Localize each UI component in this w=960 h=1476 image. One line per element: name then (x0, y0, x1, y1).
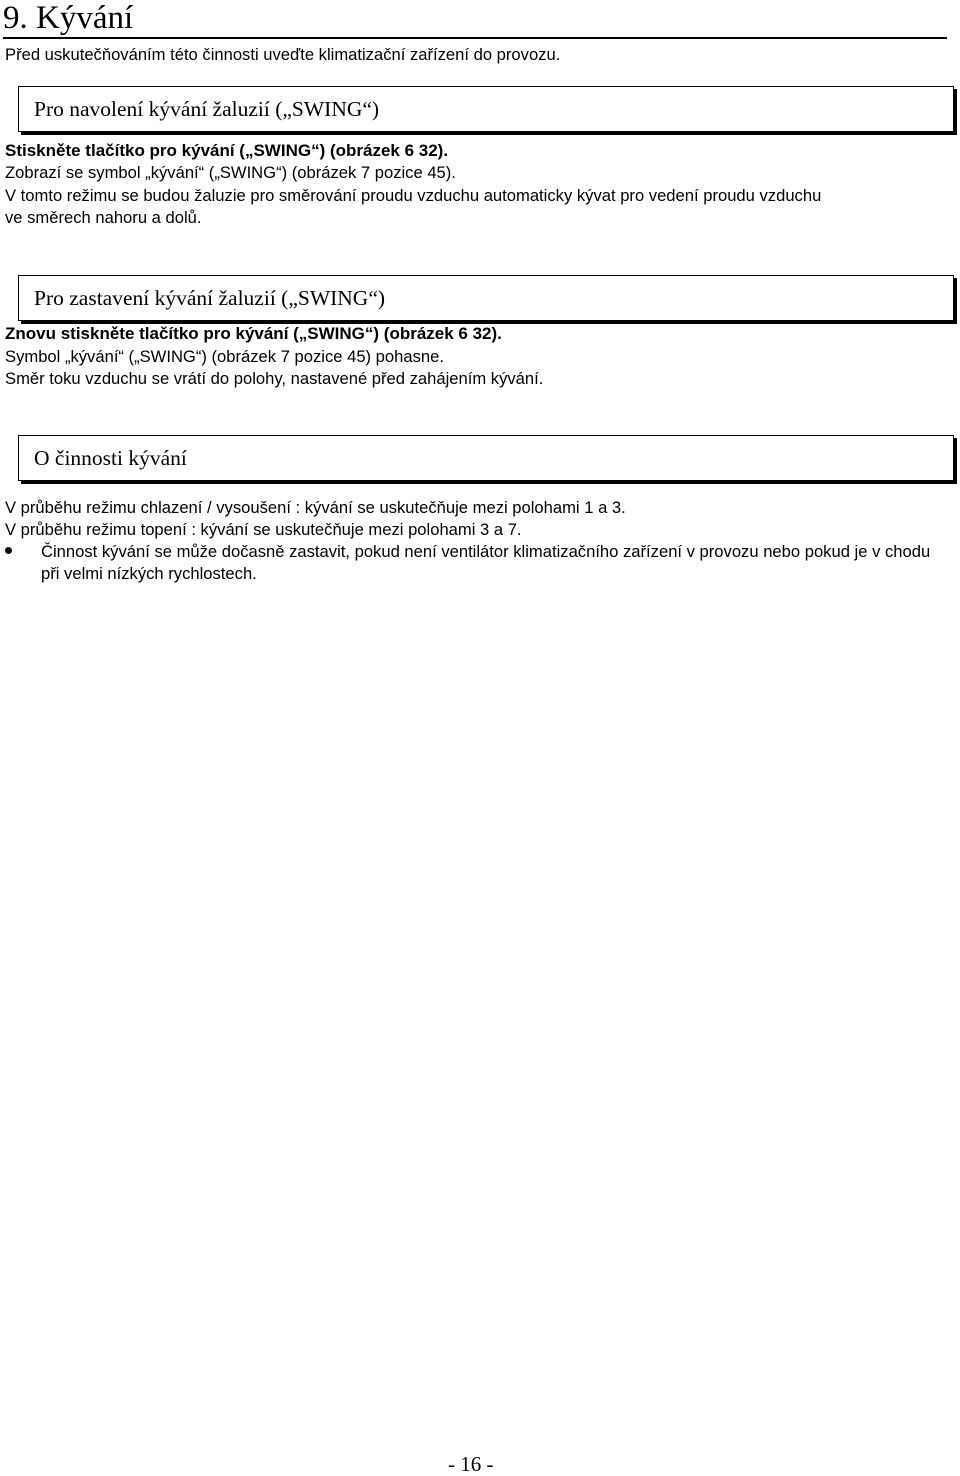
bullet-icon (5, 547, 12, 554)
section-heading-swing-off: Pro zastavení kývání žaluzií („SWING“) (18, 275, 954, 321)
text-heating-mode: V průběhu režimu topení : kývání se uskutečňuje mezi polohami 3 a 7. (5, 520, 522, 539)
instruction-press-again: Znovu stiskněte tlačítko pro kývání („SWING“) (obrázek 6 32). (5, 324, 502, 343)
text-symbol-shown: Zobrazí se symbol „kývání“ („SWING“) (obrázek 7 pozice 45). (5, 163, 456, 182)
section-heading-swing-on: Pro navolení kývání žaluzií („SWING“) (18, 86, 954, 132)
page-number: - 16 - (448, 1452, 494, 1476)
text-mode-description: V tomto režimu se budou žaluzie pro směrování proudu vzduchu automaticky kývat pro vedení proudu vzduchu (5, 186, 822, 205)
instruction-press-swing: Stiskněte tlačítko pro kývání („SWING“) (obrázek 6 32). (5, 141, 449, 160)
bullet-text: Činnost kývání se může dočasně zastavit, pokud není ventilátor klimatizačního zařízení v provozu nebo pokud je v chodu při velmi nízkých rychlostech. (41, 542, 931, 583)
page-title: 9. Kývání (3, 0, 947, 39)
section-heading-about-swing: O činnosti kývání (18, 435, 954, 481)
text-symbol-off: Symbol „kývání“ („SWING“) (obrázek 7 pozice 45) pohasne. (5, 347, 444, 366)
intro-text: Před uskutečňováním této činnosti uveďte klimatizační zařízení do provozu. (5, 45, 561, 64)
text-mode-description-cont: ve směrech nahoru a dolů. (5, 208, 202, 227)
text-cooling-mode: V průběhu režimu chlazení / vysoušení : kývání se uskutečňuje mezi polohami 1 a 3. (5, 498, 626, 517)
text-airflow-return: Směr toku vzduchu se vrátí do polohy, nastavené před zahájením kývání. (5, 369, 544, 388)
